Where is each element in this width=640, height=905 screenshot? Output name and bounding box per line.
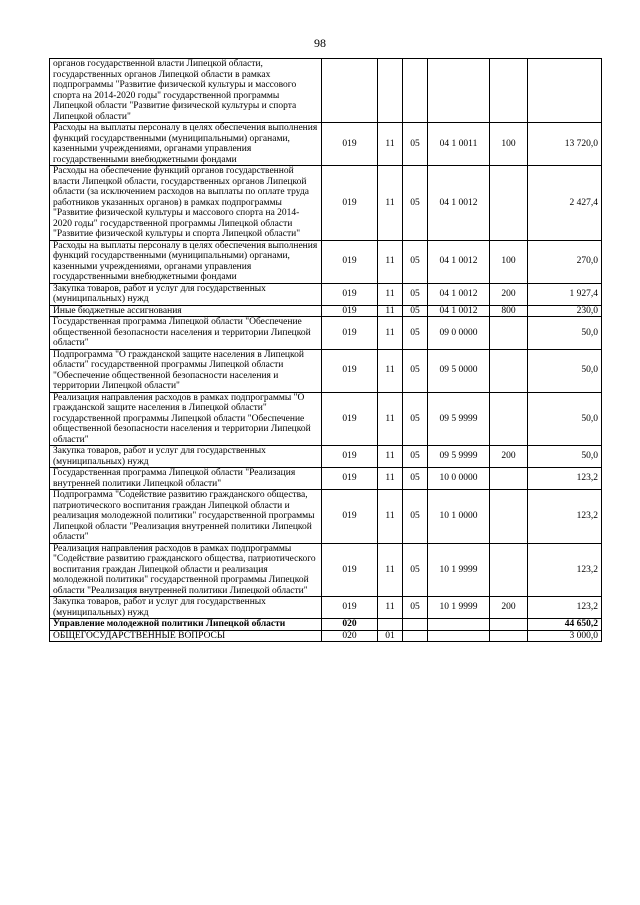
cell-amount: 44 650,2: [528, 619, 602, 631]
cell-department: 019: [322, 597, 378, 619]
cell-expense-type: 200: [490, 283, 528, 305]
table-row: [50, 630, 602, 642]
cell-section: 11: [378, 166, 403, 241]
table-row: [50, 123, 602, 166]
cell-amount: 230,0: [528, 305, 602, 317]
table-row: [50, 490, 602, 544]
cell-amount: 50,0: [528, 392, 602, 446]
cell-subsection: [403, 59, 428, 123]
cell-subsection: 05: [403, 305, 428, 317]
cell-expense-type: [490, 468, 528, 490]
cell-department: 019: [322, 543, 378, 597]
table-row: [50, 619, 602, 631]
cell-section: 11: [378, 597, 403, 619]
cell-department: 019: [322, 446, 378, 468]
cell-department: 020: [322, 619, 378, 631]
cell-section: [378, 619, 403, 631]
cell-expense-type: [490, 490, 528, 544]
cell-subsection: 05: [403, 446, 428, 468]
cell-subsection: 05: [403, 490, 428, 544]
cell-amount: 123,2: [528, 468, 602, 490]
cell-section: 11: [378, 305, 403, 317]
cell-subsection: 05: [403, 317, 428, 350]
cell-name: Закупка товаров, работ и услуг для государственных (муниципальных) нужд: [50, 283, 322, 305]
table-row: [50, 240, 602, 283]
cell-department: 019: [322, 349, 378, 392]
table-row: [50, 446, 602, 468]
cell-department: 019: [322, 468, 378, 490]
cell-section: 11: [378, 317, 403, 350]
cell-target-article: 10 1 9999: [428, 543, 490, 597]
cell-section: 11: [378, 543, 403, 597]
cell-amount: 1 927,4: [528, 283, 602, 305]
cell-subsection: 05: [403, 166, 428, 241]
cell-target-article: 09 5 0000: [428, 349, 490, 392]
cell-department: 019: [322, 240, 378, 283]
cell-name: Подпрограмма "О гражданской защите населения в Липецкой области" государственной программы Липецкой области "Обеспечение общественной безопасности населения и территории Липецкой области": [50, 349, 322, 392]
table-row: [50, 59, 602, 123]
cell-section: 11: [378, 283, 403, 305]
cell-expense-type: [490, 619, 528, 631]
cell-amount: 123,2: [528, 597, 602, 619]
cell-expense-type: 200: [490, 446, 528, 468]
cell-name: Реализация направления расходов в рамках подпрограммы "Содействие развитию гражданского общества, патриотического воспитания граждан Липецкой области и реализация молодежной политики" государственной программы Липецкой области "Реализация внутренней политики Липецкой области": [50, 543, 322, 597]
cell-subsection: [403, 619, 428, 631]
cell-subsection: [403, 630, 428, 642]
cell-department: 019: [322, 123, 378, 166]
cell-expense-type: [490, 349, 528, 392]
cell-expense-type: [490, 166, 528, 241]
cell-expense-type: 100: [490, 123, 528, 166]
cell-name: Закупка товаров, работ и услуг для государственных (муниципальных) нужд: [50, 446, 322, 468]
cell-target-article: 04 1 0012: [428, 283, 490, 305]
cell-name: Расходы на выплаты персоналу в целях обеспечения выполнения функций государственными (муниципальными) органами, казенными учреждениями, органами управления государственными внебюджетными фондами: [50, 240, 322, 283]
table-row: [50, 283, 602, 305]
cell-target-article: [428, 59, 490, 123]
cell-target-article: 10 1 9999: [428, 597, 490, 619]
table-row: [50, 597, 602, 619]
cell-amount: 123,2: [528, 490, 602, 544]
cell-expense-type: 100: [490, 240, 528, 283]
cell-department: 019: [322, 283, 378, 305]
cell-amount: 50,0: [528, 446, 602, 468]
budget-table: [49, 58, 602, 642]
cell-amount: 50,0: [528, 349, 602, 392]
table-row: [50, 349, 602, 392]
cell-name: Реализация направления расходов в рамках подпрограммы "О гражданской защите населения в Липецкой области" государственной программы Липецкой области "Обеспечение общественной безопасности населения и территории Липецкой области": [50, 392, 322, 446]
page-number: 98: [314, 36, 326, 50]
cell-department: 020: [322, 630, 378, 642]
cell-target-article: 04 1 0011: [428, 123, 490, 166]
cell-department: 019: [322, 392, 378, 446]
cell-section: 11: [378, 240, 403, 283]
table-row: [50, 166, 602, 241]
cell-subsection: 05: [403, 123, 428, 166]
cell-target-article: 09 5 9999: [428, 446, 490, 468]
cell-name: Государственная программа Липецкой области "Реализация внутренней политики Липецкой области": [50, 468, 322, 490]
cell-subsection: 05: [403, 283, 428, 305]
cell-target-article: 04 1 0012: [428, 166, 490, 241]
cell-section: 11: [378, 349, 403, 392]
cell-target-article: 04 1 0012: [428, 305, 490, 317]
cell-target-article: 09 0 0000: [428, 317, 490, 350]
cell-expense-type: [490, 543, 528, 597]
cell-name: Закупка товаров, работ и услуг для государственных (муниципальных) нужд: [50, 597, 322, 619]
cell-target-article: [428, 619, 490, 631]
cell-amount: 270,0: [528, 240, 602, 283]
cell-section: 11: [378, 446, 403, 468]
cell-expense-type: 800: [490, 305, 528, 317]
cell-amount: 2 427,4: [528, 166, 602, 241]
cell-target-article: 10 0 0000: [428, 468, 490, 490]
cell-target-article: 09 5 9999: [428, 392, 490, 446]
cell-subsection: 05: [403, 240, 428, 283]
table-row: [50, 543, 602, 597]
cell-department: 019: [322, 305, 378, 317]
table-row: [50, 468, 602, 490]
cell-amount: 13 720,0: [528, 123, 602, 166]
table-row: [50, 317, 602, 350]
cell-name: Управление молодежной политики Липецкой области: [50, 619, 322, 631]
cell-section: 11: [378, 490, 403, 544]
cell-department: [322, 59, 378, 123]
table-row: [50, 305, 602, 317]
cell-section: 01: [378, 630, 403, 642]
cell-target-article: 04 1 0012: [428, 240, 490, 283]
cell-section: [378, 59, 403, 123]
cell-subsection: 05: [403, 392, 428, 446]
cell-department: 019: [322, 490, 378, 544]
cell-target-article: 10 1 0000: [428, 490, 490, 544]
cell-subsection: 05: [403, 543, 428, 597]
table-row: [50, 392, 602, 446]
cell-amount: [528, 59, 602, 123]
cell-name: Иные бюджетные ассигнования: [50, 305, 322, 317]
cell-amount: 123,2: [528, 543, 602, 597]
cell-name: Подпрограмма "Содействие развитию гражданского общества, патриотического воспитания граждан Липецкой области и реализация молодежной политики" государственной программы Липецкой области "Реализация внутренней политики Липецкой области": [50, 490, 322, 544]
cell-name: Расходы на обеспечение функций органов государственной власти Липецкой области, государственных органов Липецкой области (за исключением расходов на выплаты по оплате труда работников указанных органов) в рамках подпрограммы "Развитие физической культуры и массового спорта на 2014-2020 годы" государственной программы Липецкой области "Развитие физической культуры и спорта Липецкой области": [50, 166, 322, 241]
cell-amount: 3 000,0: [528, 630, 602, 642]
cell-amount: 50,0: [528, 317, 602, 350]
cell-subsection: 05: [403, 349, 428, 392]
cell-name: органов государственной власти Липецкой области, государственных органов Липецкой области в рамках подпрограммы "Развитие физической культуры и массового спорта на 2014-2020 годы" государственной программы Липецкой области "Развитие физической культуры и спорта Липецкой области": [50, 59, 322, 123]
cell-expense-type: 200: [490, 597, 528, 619]
cell-name: ОБЩЕГОСУДАРСТВЕННЫЕ ВОПРОСЫ: [50, 630, 322, 642]
cell-expense-type: [490, 59, 528, 123]
cell-expense-type: [490, 630, 528, 642]
cell-section: 11: [378, 468, 403, 490]
cell-department: 019: [322, 317, 378, 350]
cell-expense-type: [490, 392, 528, 446]
cell-name: Расходы на выплаты персоналу в целях обеспечения выполнения функций государственными (муниципальными) органами, казенными учреждениями, органами управления государственными внебюджетными фондами: [50, 123, 322, 166]
cell-target-article: [428, 630, 490, 642]
cell-subsection: 05: [403, 468, 428, 490]
table-body: [50, 59, 602, 642]
cell-subsection: 05: [403, 597, 428, 619]
cell-name: Государственная программа Липецкой области "Обеспечение общественной безопасности населения и территории Липецкой области": [50, 317, 322, 350]
cell-department: 019: [322, 166, 378, 241]
cell-expense-type: [490, 317, 528, 350]
cell-section: 11: [378, 123, 403, 166]
cell-section: 11: [378, 392, 403, 446]
